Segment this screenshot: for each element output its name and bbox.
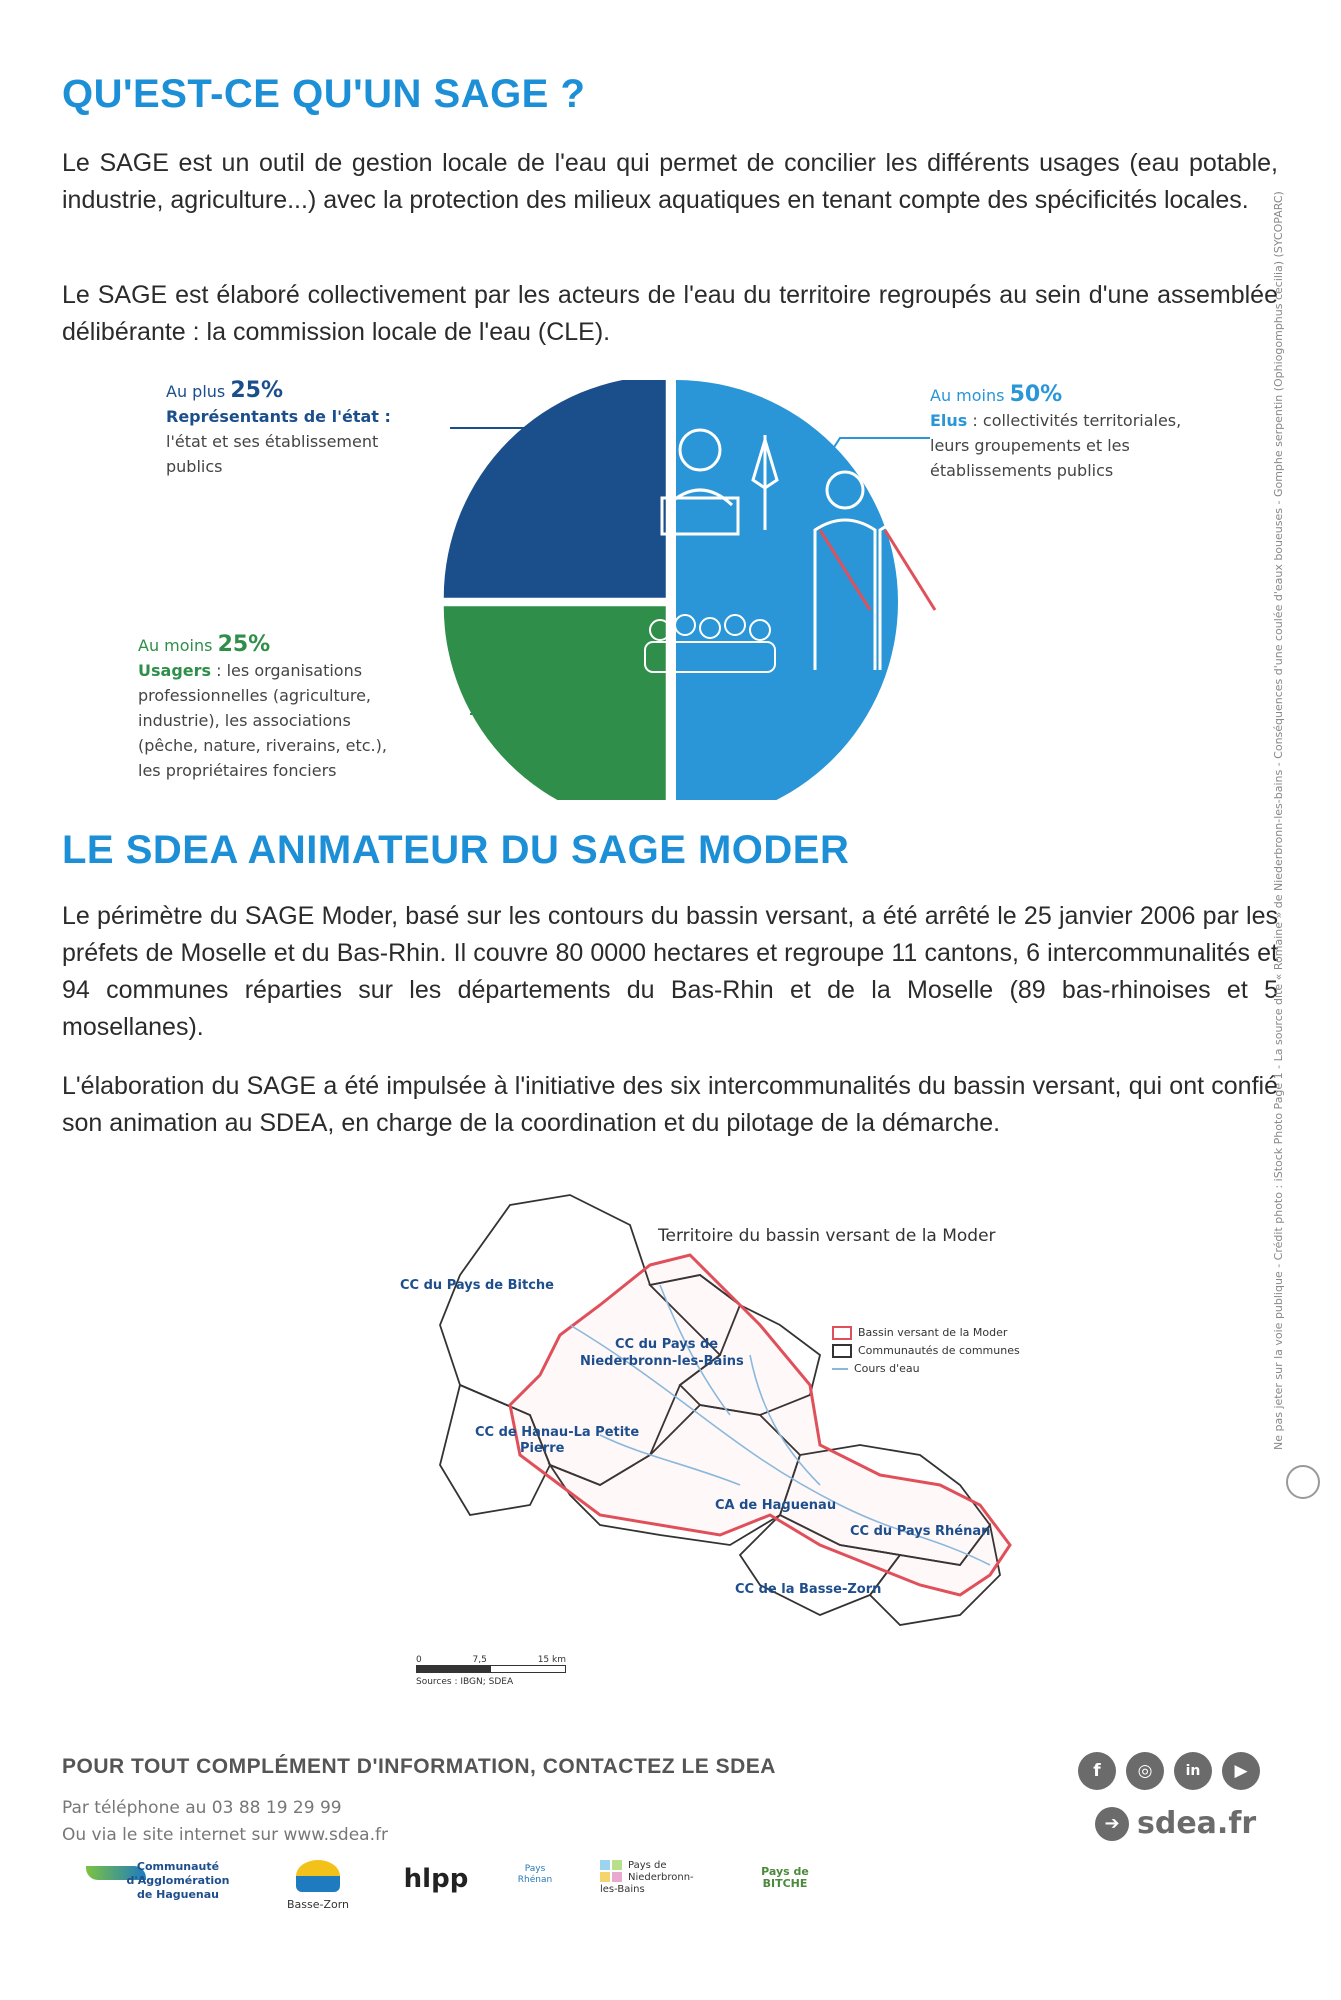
instagram-icon[interactable]: ◎ [1126, 1752, 1164, 1790]
map-sources: Sources : IBGN; SDEA [416, 1677, 514, 1687]
logo-niederbronn [600, 1860, 710, 1896]
label-etat-prefix: Au plus [166, 382, 226, 401]
section1-title: QU'EST-CE QU'UN SAGE ? [62, 72, 586, 116]
map-label-pays-rhenan: CC du Pays Rhénan [850, 1524, 991, 1539]
logo-niederbronn-line2: Niederbronn- [628, 1872, 694, 1883]
logo-haguenau-line1: Communauté [136, 1860, 220, 1873]
label-etat-name: Représentants de l'état : [166, 407, 391, 426]
label-etat-percent: 25% [230, 378, 284, 403]
site-link[interactable] [1095, 1806, 1256, 1841]
photo-credit: Ne pas jeter sur la voie publique - Crédit photo : iStock Photo Page 1 - La source dite « Romaine » de Niederbronn-les-bains - Conséquences d'une coulée d'eaux boueuses - Gomphe serpentin (Ophiogomphus cecilia) (SYCOPARC) [1272, 191, 1285, 1450]
map-label-niederbronn-1: CC du Pays de [615, 1337, 719, 1352]
logo-hlpp-label: hlpp [403, 1864, 469, 1894]
label-usagers-desc: : les organisations professionnelles (agriculture, industrie), les associations (pêche, nature, riverains, etc.), les propriétaires fonciers [138, 661, 387, 780]
scale-end: 15 km [537, 1655, 566, 1665]
label-elus-desc: : collectivités territoriales, leurs groupements et les établissements publics [930, 411, 1182, 480]
label-etat-desc: l'état et ses établissement publics [166, 432, 379, 476]
logo-pays-rhenan-line1: Pays [524, 1864, 546, 1874]
logo-pays-rhenan-line2: Rhénan [517, 1875, 553, 1885]
logo-pays-rhenan [510, 1864, 560, 1886]
section2-para1: Le périmètre du SAGE Moder, basé sur les contours du bassin versant, a été arrêté le 25 janvier 2006 par les préfets de Moselle et du Bas-Rhin. Il couvre 80 0000 hectares et regroupe 11 cantons, 6 intercommunalités et 94 communes réparties sur les départements du Bas-Rhin et de la Moselle (89 bas-rhinoises et 5 mosellanes). [62, 902, 1278, 1041]
section1-para2: Le SAGE est élaboré collectivement par les acteurs de l'eau du territoire regroupés au sein d'une assemblée délibérante : la commission locale de l'eau (CLE). [62, 281, 1278, 346]
map-scale [416, 1655, 566, 1687]
youtube-icon[interactable]: ▶ [1222, 1752, 1260, 1790]
pie-slice-elus [676, 380, 898, 800]
contact-phone: Par téléphone au 03 88 19 29 99 [62, 1798, 342, 1818]
label-usagers-prefix: Au moins [138, 636, 213, 655]
section1-para1: Le SAGE est un outil de gestion locale de l'eau qui permet de concilier les différents usages (eau potable, industrie, agriculture...) avec la protection des milieux aquatiques en tenant compte des spécificités locales. [62, 149, 1278, 214]
logo-haguenau-line2: d'Agglomération [126, 1874, 230, 1887]
logo-haguenau [78, 1860, 238, 1902]
logo-hlpp [396, 1864, 476, 1894]
contact-web[interactable]: Ou via le site internet sur www.sdea.fr [62, 1825, 388, 1845]
pie-slice-etat [444, 380, 666, 598]
logo-basse-zorn [283, 1860, 353, 1911]
logo-pays-bitche-line2: BITCHE [762, 1877, 808, 1890]
scale-bar [416, 1665, 566, 1673]
partner-logos [78, 1860, 1078, 1940]
facebook-icon[interactable]: f [1078, 1752, 1116, 1790]
label-usagers-name: Usagers [138, 661, 212, 680]
logo-niederbronn-line3: les-Bains [600, 1884, 645, 1895]
map-label-niederbronn-2: Niederbronn-les-Bains [580, 1354, 744, 1369]
social-icons [1078, 1752, 1260, 1790]
label-elus-name: Elus [930, 411, 968, 430]
label-elus [930, 382, 1220, 483]
label-usagers [138, 632, 408, 783]
contact-heading: POUR TOUT COMPLÉMENT D'INFORMATION, CONTACTEZ LE SDEA [62, 1755, 776, 1778]
map-label-hanau-2: Pierre [520, 1441, 565, 1456]
arrow-right-icon: ➔ [1095, 1807, 1129, 1841]
moder-basin-map [400, 1185, 1020, 1685]
scale-mid: 7,5 [472, 1655, 487, 1665]
label-elus-prefix: Au moins [930, 386, 1005, 405]
scale-0: 0 [416, 1655, 422, 1665]
label-etat [166, 378, 426, 479]
linkedin-icon[interactable]: in [1174, 1752, 1212, 1790]
map-label-hanau-1: CC de Hanau-La Petite [475, 1425, 640, 1440]
logo-basse-zorn-label: Basse-Zorn [286, 1898, 350, 1911]
logo-niederbronn-line1: Pays de [628, 1860, 667, 1871]
map-label-haguenau: CA de Haguenau [715, 1498, 837, 1513]
legend-basin-swatch [832, 1326, 852, 1340]
legend-communes-swatch [832, 1344, 852, 1358]
logo-pays-bitche-line1: Pays de [761, 1865, 809, 1878]
label-elus-percent: 50% [1009, 382, 1063, 407]
section2-para2: L'élaboration du SAGE a été impulsée à l'initiative des six intercommunalités du bassin versant, qui ont confié son animation au SDEA, en charge de la coordination et du pilotage de la démarche. [62, 1072, 1278, 1137]
label-usagers-percent: 25% [217, 632, 271, 657]
site-label: sdea.fr [1137, 1806, 1257, 1841]
map-label-bitche: CC du Pays de Bitche [400, 1278, 554, 1293]
map-label-basse-zorn: CC de la Basse-Zorn [735, 1582, 882, 1597]
legend-basin-label: Bassin versant de la Moder [858, 1326, 1008, 1339]
map-legend [832, 1324, 1020, 1378]
section2-title: LE SDEA ANIMATEUR DU SAGE MODER [62, 828, 850, 872]
legend-communes-label: Communautés de communes [858, 1344, 1020, 1357]
recycle-icon [1286, 1465, 1320, 1499]
contact-info [62, 1795, 388, 1849]
pie-slice-usagers [444, 606, 666, 800]
legend-rivers-swatch [832, 1368, 848, 1370]
legend-rivers-label: Cours d'eau [854, 1362, 920, 1375]
map-title: Territoire du bassin versant de la Moder [658, 1226, 996, 1246]
logo-haguenau-line3: de Haguenau [136, 1888, 220, 1901]
logo-pays-bitche [740, 1866, 830, 1890]
